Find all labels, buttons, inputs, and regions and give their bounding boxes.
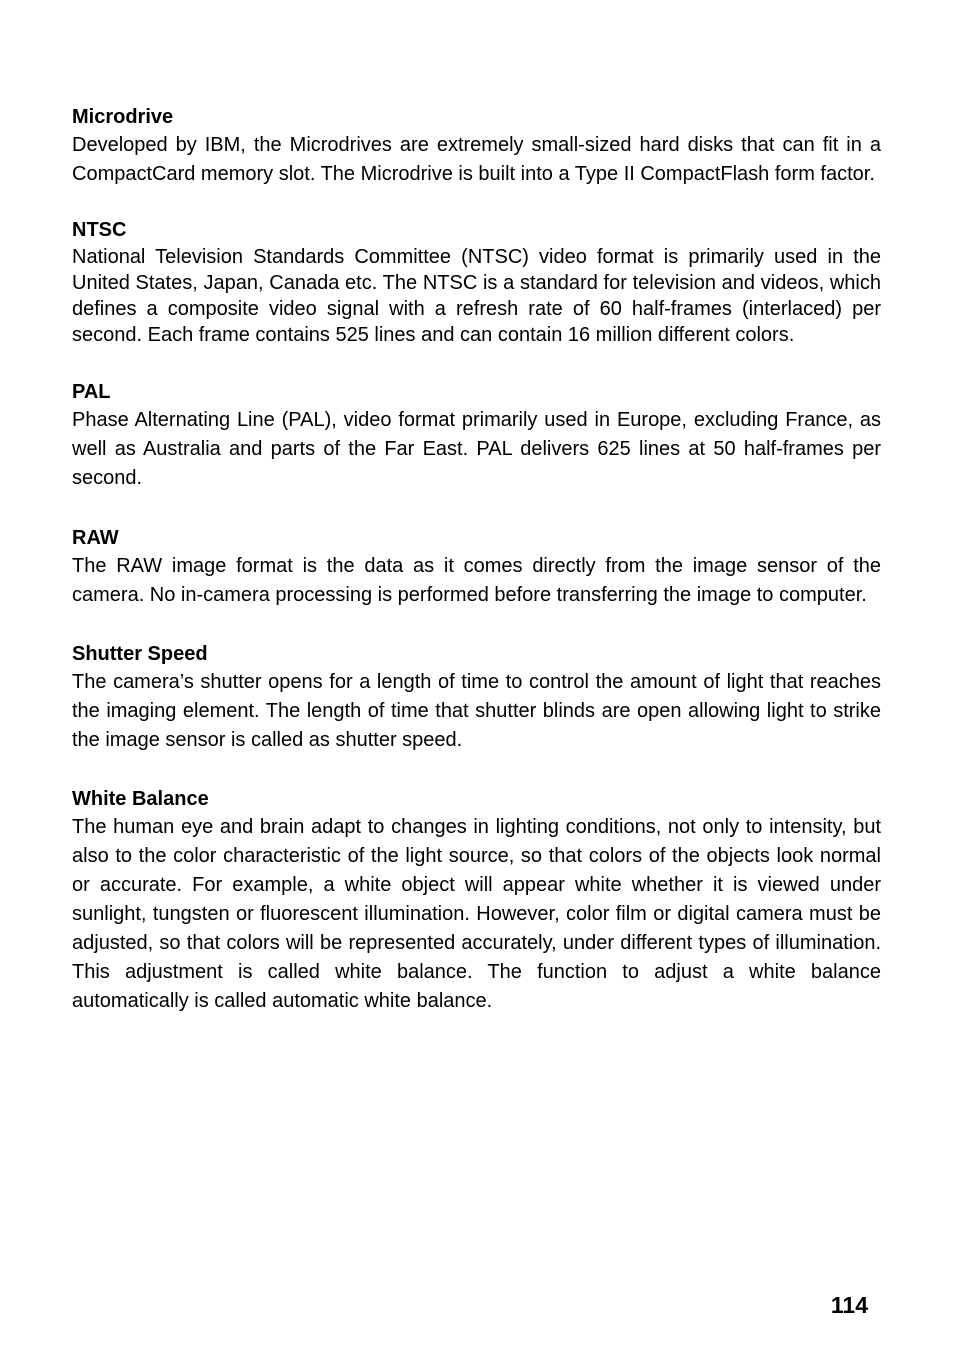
glossary-definition: Developed by IBM, the Microdrives are extremely small-sized hard disks that can fit in a CompactCard memory slot. The Microdrive is built into a Type II CompactFlash form factor. [72, 134, 881, 185]
glossary-entry-shutter-speed [72, 640, 881, 755]
glossary-entry-microdrive [72, 103, 881, 189]
glossary-term: Microdrive [72, 106, 174, 128]
glossary-entry-raw [72, 524, 881, 610]
glossary-entry-ntsc [72, 216, 881, 348]
glossary-term: Shutter Speed [72, 643, 208, 665]
glossary-definition: The RAW image format is the data as it comes directly from the image sensor of the camera. No in-camera processing is performed before transferring the image to computer. [72, 555, 881, 606]
glossary-entry-white-balance [72, 785, 881, 1016]
glossary-term: White Balance [72, 788, 209, 810]
glossary-term: RAW [72, 527, 119, 549]
glossary-entry-pal [72, 378, 881, 493]
glossary-definition: The camera’s shutter opens for a length of time to control the amount of light that reaches the imaging element. The length of time that shutter blinds are open allowing light to strike the image sensor is called as shutter speed. [72, 671, 881, 751]
glossary-term: NTSC [72, 219, 127, 241]
glossary-definition: The human eye and brain adapt to changes in lighting conditions, not only to intensity, but also to the color characteristic of the light source, so that colors of the objects look normal or accurate. For example, a white object will appear white whether it is viewed under sunlight, tungsten or fluorescent illumination. However, color film or digital camera must be adjusted, so that colors will be represented accurately, under different types of illumination. This adjustment is called white balance. The function to adjust a white balance automatically is called automatic white balance. [72, 816, 881, 1012]
glossary-definition: Phase Alternating Line (PAL), video format primarily used in Europe, excluding France, as well as Australia and parts of the Far East. PAL delivers 625 lines at 50 half-frames per second. [72, 409, 881, 489]
page-number: 114 [830, 1292, 868, 1318]
glossary-content [72, 103, 881, 1016]
glossary-definition: National Television Standards Committee (NTSC) video format is primarily used in the United States, Japan, Canada etc. The NTSC is a standard for television and videos, which defines a composite video signal with a refresh rate of 60 half-frames (interlaced) per second. Each frame contains 525 lines and can contain 16 million different colors. [72, 246, 881, 346]
glossary-term: PAL [72, 381, 111, 403]
